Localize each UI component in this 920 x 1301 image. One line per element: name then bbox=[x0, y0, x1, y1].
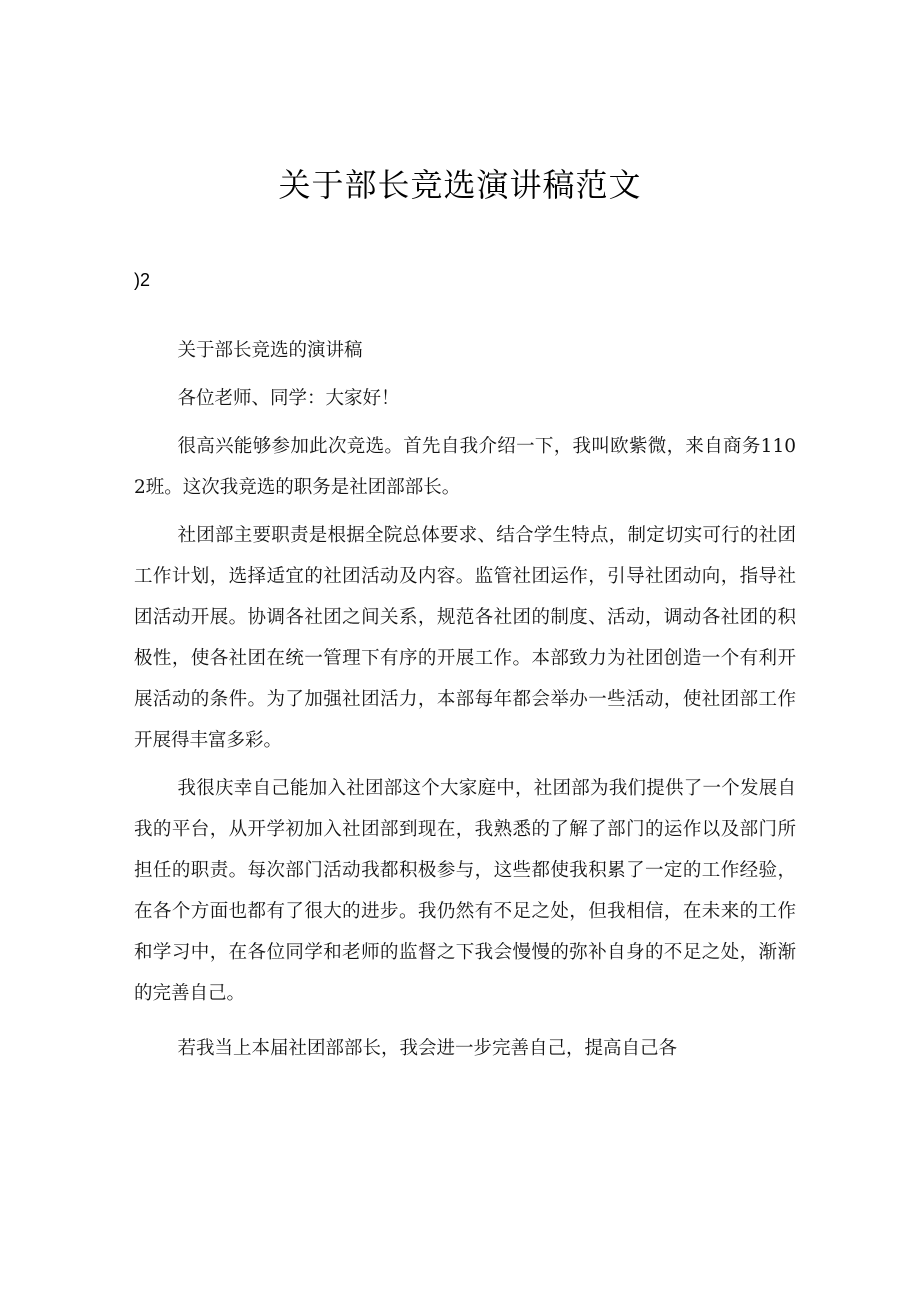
greeting-paragraph: 各位老师、同学：大家好！ bbox=[177, 388, 400, 409]
intro-paragraph: 很高兴能够参加此次竞选。首先自我介绍一下，我叫欧紫微，来自商务1102班。这次我竞选的职务是社团部部长。 bbox=[134, 436, 796, 498]
duties-paragraph: 社团部主要职责是根据全院总体要求、结合学生特点，制定切实可行的社团工作计划，选择适宜的社团活动及内容。监管社团运作，引导社团动向，指导社团活动开展。协调各社团之间关系，规范各社团的制度、活动，调动各社团的积极性，使各社团在统一管理下有序的开展工作。本部致力为社团创造一个有利开展活动的条件。为了加强社团活力，本部每年都会举办一些活动，使社团部工作开展得丰富多彩。 bbox=[134, 525, 796, 751]
document-title: 关于部长竞选演讲稿范文 bbox=[278, 166, 642, 204]
speech-heading: 关于部长竞选的演讲稿 bbox=[177, 340, 363, 361]
experience-paragraph: 我很庆幸自己能加入社团部这个大家庭中，社团部为我们提供了一个发展自我的平台，从开学初加入社团部到现在，我熟悉的了解了部门的运作以及部门所担任的职责。每次部门活动我都积极参与，这些都使我积累了一定的工作经验，在各个方面也都有了很大的进步。我仍然有不足之处，但我相信，在未来的工作和学习中，在各位同学和老师的监督之下我会慢慢的弥补自身的不足之处，渐渐的完善自己。 bbox=[134, 778, 796, 1004]
page-marker: )2 bbox=[134, 270, 151, 290]
plan-paragraph: 若我当上本届社团部部长，我会进一步完善自己，提高自己各 bbox=[177, 1038, 677, 1059]
document-body bbox=[134, 330, 796, 1076]
